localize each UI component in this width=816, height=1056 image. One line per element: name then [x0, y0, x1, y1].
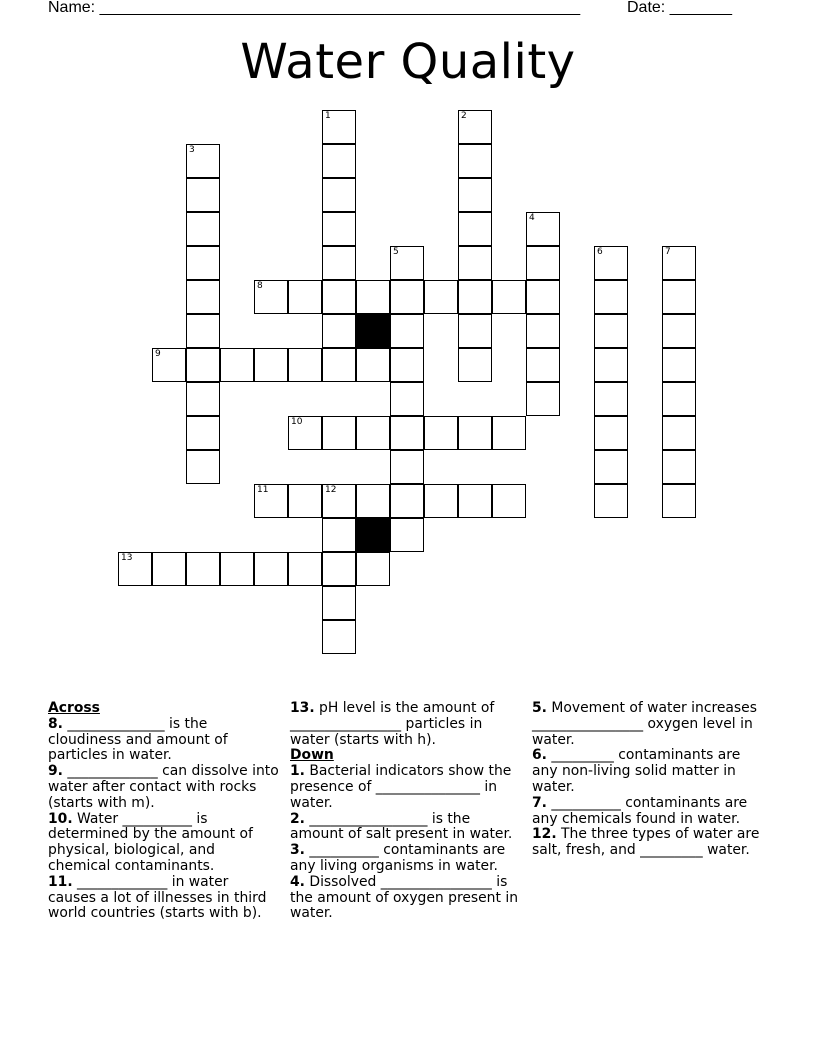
crossword-cell[interactable] [458, 484, 492, 518]
clue-down-5 [532, 701, 768, 748]
crossword-cell[interactable] [662, 450, 696, 484]
clue-across-9 [48, 764, 280, 811]
clue-number-label: 5 [393, 247, 399, 257]
crossword-cell[interactable] [390, 246, 424, 280]
crossword-cell[interactable] [322, 178, 356, 212]
crossword-cell[interactable] [458, 348, 492, 382]
clue-down-6 [532, 748, 768, 795]
clue-number: 3. [290, 842, 305, 859]
crossword-cell[interactable] [594, 314, 628, 348]
crossword-cell[interactable] [186, 552, 220, 586]
crossword-block [356, 314, 390, 348]
clue-text: pH level is the amount of ________________ particles in water (starts with h). [290, 700, 495, 748]
crossword-cell[interactable] [186, 144, 220, 178]
crossword-cell[interactable] [492, 484, 526, 518]
clue-down-2 [290, 812, 522, 844]
clue-across-11 [48, 875, 280, 922]
clue-number: 5. [532, 700, 547, 716]
clue-number: 2. [290, 810, 305, 827]
clues-column-3 [532, 701, 768, 859]
crossword-cell[interactable] [662, 314, 696, 348]
crossword-cell[interactable] [458, 144, 492, 178]
crossword-cell[interactable] [322, 416, 356, 450]
clue-number: 7. [532, 794, 547, 811]
clue-number-label: 2 [461, 111, 467, 121]
crossword-cell[interactable] [322, 620, 356, 654]
clue-text: __________ contaminants are any chemicals found in water. [532, 794, 748, 827]
crossword-cell[interactable] [288, 484, 322, 518]
clue-number-label: 4 [529, 213, 535, 223]
clue-text: _________________ is the amount of salt present in water. [290, 810, 513, 843]
clue-text: ______________ is the cloudiness and amount of particles in water. [48, 715, 228, 764]
clue-number-label: 1 [325, 111, 331, 121]
clue-number: 8. [48, 715, 63, 732]
crossword-cell[interactable] [322, 110, 356, 144]
clue-number: 9. [48, 763, 63, 780]
clue-down-4 [290, 875, 522, 922]
clue-down-1 [290, 764, 522, 811]
clue-text: Dissolved ________________ is the amount of oxygen present in water. [290, 873, 519, 922]
clue-text: _____________ can dissolve into water after contact with rocks (starts with m). [48, 763, 279, 811]
crossword-cell[interactable] [424, 280, 458, 314]
crossword-cell[interactable] [594, 246, 628, 280]
crossword-cell[interactable] [254, 280, 288, 314]
crossword-cell[interactable] [254, 484, 288, 518]
crossword-cell[interactable] [390, 416, 424, 450]
clue-number-label: 10 [291, 417, 303, 427]
crossword-cell[interactable] [186, 178, 220, 212]
crossword-cell[interactable] [594, 484, 628, 518]
crossword-cell[interactable] [390, 280, 424, 314]
crossword-cell[interactable] [526, 280, 560, 314]
crossword-cell[interactable] [322, 552, 356, 586]
crossword-cell[interactable] [390, 348, 424, 382]
crossword-cell[interactable] [322, 246, 356, 280]
clue-number-label: 12 [325, 485, 337, 495]
crossword-cell[interactable] [458, 314, 492, 348]
clue-number: 11. [48, 873, 73, 890]
crossword-cell[interactable] [356, 552, 390, 586]
crossword-cell[interactable] [186, 246, 220, 280]
crossword-cell[interactable] [186, 382, 220, 416]
crossword-cell[interactable] [526, 314, 560, 348]
clue-down-7 [532, 796, 768, 828]
crossword-cell[interactable] [594, 280, 628, 314]
clue-number: 12. [532, 826, 557, 843]
crossword-cell[interactable] [458, 178, 492, 212]
clue-text: Water __________ is determined by the amount of physical, biological, and chemical contaminants. [48, 810, 253, 874]
clue-text: __________ contaminants are any living organisms in water. [290, 842, 506, 874]
clue-text: _____________ in water causes a lot of illnesses in third world countries (starts with b). [48, 873, 267, 922]
crossword-cell[interactable] [662, 348, 696, 382]
clue-number: 4. [290, 873, 305, 890]
crossword-cell[interactable] [458, 246, 492, 280]
clue-across-13 [290, 701, 522, 748]
clue-down-12 [532, 827, 768, 859]
crossword-cell[interactable] [390, 450, 424, 484]
clue-number-label: 13 [121, 553, 133, 563]
crossword-cell[interactable] [186, 450, 220, 484]
crossword-cell[interactable] [662, 484, 696, 518]
crossword-cell[interactable] [186, 416, 220, 450]
crossword-cell[interactable] [322, 518, 356, 552]
crossword-cell[interactable] [288, 416, 322, 450]
crossword-cell[interactable] [458, 280, 492, 314]
clue-text: Bacterial indicators show the presence of _______________ in water. [290, 763, 512, 811]
crossword-cell[interactable] [186, 280, 220, 314]
down-heading: Down [290, 747, 334, 764]
crossword-cell[interactable] [288, 552, 322, 586]
crossword-cell[interactable] [254, 552, 288, 586]
crossword-cell[interactable] [662, 416, 696, 450]
crossword-cell[interactable] [662, 280, 696, 314]
crossword-cell[interactable] [322, 348, 356, 382]
name-field-label[interactable]: Name: ______________________________________________________ [48, 0, 581, 16]
crossword-cell[interactable] [322, 484, 356, 518]
crossword-cell[interactable] [390, 518, 424, 552]
clue-number-label: 7 [665, 247, 671, 257]
crossword-cell[interactable] [288, 280, 322, 314]
crossword-cell[interactable] [186, 314, 220, 348]
crossword-cell[interactable] [356, 348, 390, 382]
crossword-cell[interactable] [118, 552, 152, 586]
crossword-cell[interactable] [322, 212, 356, 246]
crossword-cell[interactable] [390, 484, 424, 518]
clue-number-label: 9 [155, 349, 161, 359]
crossword-cell[interactable] [594, 348, 628, 382]
crossword-cell[interactable] [322, 586, 356, 620]
crossword-cell[interactable] [458, 212, 492, 246]
clue-number: 10. [48, 810, 73, 827]
crossword-cell[interactable] [322, 144, 356, 178]
crossword-cell[interactable] [526, 212, 560, 246]
crossword-cell[interactable] [356, 416, 390, 450]
crossword-cell[interactable] [356, 280, 390, 314]
clue-number: 6. [532, 747, 547, 764]
crossword-cell[interactable] [662, 246, 696, 280]
crossword-cell[interactable] [492, 416, 526, 450]
crossword-cell[interactable] [458, 416, 492, 450]
clue-number-label: 11 [257, 485, 269, 495]
crossword-cell[interactable] [186, 348, 220, 382]
crossword-cell[interactable] [424, 416, 458, 450]
crossword-cell[interactable] [322, 314, 356, 348]
crossword-cell[interactable] [152, 348, 186, 382]
crossword-cell[interactable] [526, 382, 560, 416]
clue-text: Movement of water increases ________________ oxygen level in water. [532, 700, 757, 748]
date-field-label[interactable]: Date: _______ [627, 0, 732, 16]
crossword-cell[interactable] [288, 348, 322, 382]
crossword-cell[interactable] [220, 348, 254, 382]
clue-down-3 [290, 843, 522, 875]
crossword-cell[interactable] [594, 416, 628, 450]
page-title: Water Quality [240, 34, 576, 90]
across-heading: Across [48, 700, 100, 716]
crossword-cell[interactable] [594, 382, 628, 416]
crossword-cell[interactable] [390, 314, 424, 348]
clue-number-label: 6 [597, 247, 603, 257]
crossword-cell[interactable] [526, 246, 560, 280]
crossword-cell[interactable] [458, 110, 492, 144]
clue-number-label: 3 [189, 145, 195, 155]
clue-number-label: 8 [257, 281, 263, 291]
clue-text: _________ contaminants are any non-living solid matter in water. [532, 747, 741, 795]
crossword-block [356, 518, 390, 552]
clues-column-2 [290, 701, 522, 922]
crossword-cell[interactable] [186, 212, 220, 246]
crossword-cell[interactable] [662, 382, 696, 416]
crossword-cell[interactable] [152, 552, 186, 586]
clue-across-8 [48, 717, 280, 764]
crossword-cell[interactable] [322, 280, 356, 314]
clue-number: 1. [290, 763, 305, 780]
clue-text: The three types of water are salt, fresh, and _________ water. [532, 826, 760, 859]
crossword-cell[interactable] [254, 348, 288, 382]
clue-number: 13. [290, 700, 315, 716]
crossword-cell[interactable] [356, 484, 390, 518]
crossword-cell[interactable] [390, 382, 424, 416]
clue-across-10 [48, 812, 280, 875]
clues-column-1 [48, 701, 280, 922]
crossword-cell[interactable] [526, 348, 560, 382]
crossword-cell[interactable] [594, 450, 628, 484]
crossword-cell[interactable] [220, 552, 254, 586]
crossword-cell[interactable] [424, 484, 458, 518]
crossword-cell[interactable] [492, 280, 526, 314]
